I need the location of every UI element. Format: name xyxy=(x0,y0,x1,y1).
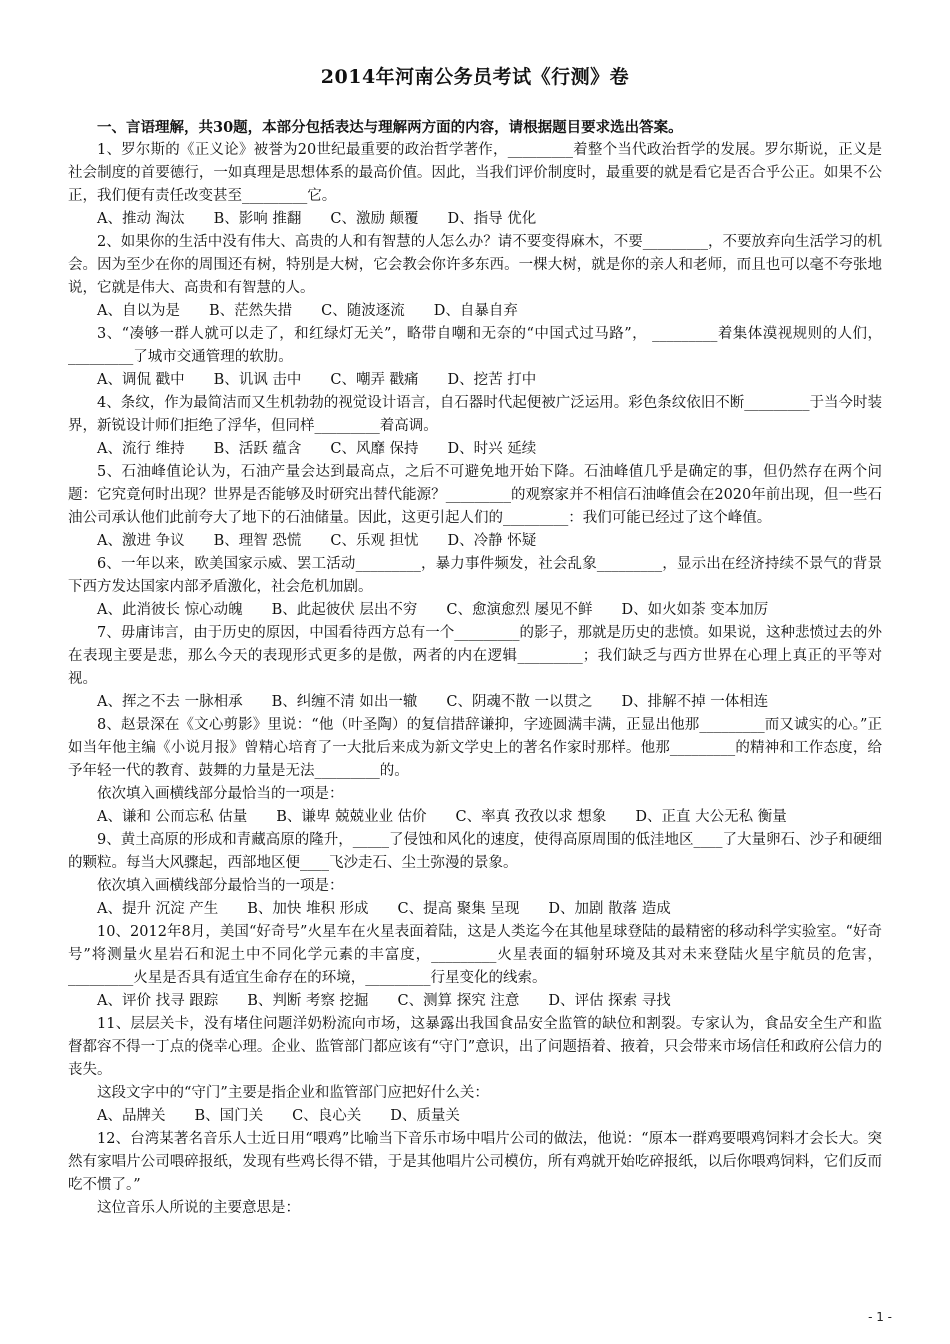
question-8-text: 8、赵景深在《文心剪影》里说：“他（叶圣陶）的复信措辞谦抑，字迹圆满丰满，正显出他那_________而又诚实的心。”正如当年他主编《小说月报》曾精心培育了一大批后来成为新文学史上的著名作家时那样。他那_________的精神和工作态度，给予年轻一代的教育、鼓舞的力量是无法_________的。 xyxy=(68,717,882,779)
question-7-text: 7、毋庸讳言，由于历史的原因，中国看待西方总有一个_________的影子，那就是历史的悲愤。如果说，这种悲愤过去的外在表现主要是悲，那么今天的表现形式更多的是傲，两者的内在逻辑_________；我们缺乏与西方世界在心理上真正的平等对视。 xyxy=(68,625,882,687)
question-8-prompt: 依次填入画横线部分最恰当的一项是： xyxy=(97,786,344,802)
question-6-text: 6、一年以来，欧美国家示威、罢工活动_________，暴力事件频发，社会乱象_________，显示出在经济持续不景气的背景下西方发达国家内部矛盾激化，社会危机加剧。 xyxy=(68,556,882,595)
question-5-options: A、激进 争议 B、理智 恐慌 C、乐观 担忧 D、冷静 怀疑 xyxy=(97,533,537,549)
question-10-options: A、评价 找寻 跟踪 B、判断 考察 挖掘 C、测算 探究 注意 D、评估 探索 寻找 xyxy=(97,993,671,1009)
question-9-text: 9、黄土高原的形成和青藏高原的隆升，_____了侵蚀和风化的速度，使得高原周围的低洼地区____了大量卵石、沙子和硬细的颗粒。每当大风骤起，西部地区便____飞沙走石、尘土弥漫的景象。 xyxy=(68,832,882,871)
question-7-options: A、挥之不去 一脉相承 B、纠缠不清 如出一辙 C、阴魂不散 一以贯之 D、排解不掉 一体相连 xyxy=(97,694,769,710)
document-title: 2014年河南公务员考试《行测》卷 xyxy=(320,66,630,88)
question-10-text: 10、2012年8月，美国“好奇号”火星车在火星表面着陆，这是人类迄今在其他星球登陆的最精密的移动科学实验室。“好奇号”将测量火星岩石和泥土中不同化学元素的丰富度，_________火星表面的辐射环境及其对未来登陆火星宇航员的危害，_________火星是否具有适宜生命存在的环境，_________行星变化的线索。 xyxy=(68,924,882,986)
question-1-text: 1、罗尔斯的《正义论》被誉为20世纪最重要的政治哲学著作，_________着整个当代政治哲学的发展。罗尔斯说，正义是社会制度的首要德行，一如真理是思想体系的最高价值。因此，当我们评价制度时，最重要的就是看它是否合乎公正。如果不公正，我们便有责任改变甚至_________它。 xyxy=(68,142,882,204)
question-12-prompt: 这位音乐人所说的主要意思是： xyxy=(97,1200,300,1216)
page-number: - 1 - xyxy=(868,1310,892,1324)
document-body xyxy=(68,116,882,1220)
question-2-text: 2、如果你的生活中没有伟大、高贵的人和有智慧的人怎么办？请不要变得麻木，不要_________，不要放弃向生活学习的机会。因为至少在你的周围还有树，特别是大树，它会教会你许多东西。一棵大树，就是你的亲人和老师，而且也可以毫不夸张地说，它就是伟大、高贵和有智慧的人。 xyxy=(68,234,882,296)
question-11-text: 11、层层关卡，没有堵住问题洋奶粉流向市场，这暴露出我国食品安全监管的缺位和割裂。专家认为，食品安全生产和监督都容不得一丁点的侥幸心理。企业、监管部门都应该有“守门”意识，出了问题捂着、掖着，只会带来市场信任和政府公信力的丧失。 xyxy=(68,1016,882,1078)
question-3-options: A、调侃 戳中 B、讥讽 击中 C、嘲弄 戳痛 D、挖苦 打中 xyxy=(97,372,537,388)
section-heading: 一、言语理解，共30题，本部分包括表达与理解两方面的内容，请根据题目要求选出答案。 xyxy=(97,119,683,136)
question-8-options: A、谦和 公而忘私 估量 B、谦卑 兢兢业业 估价 C、率真 孜孜以求 想象 D、正直 大公无私 衡量 xyxy=(97,809,787,825)
question-4-options: A、流行 维持 B、活跃 蕴含 C、风靡 保持 D、时兴 延续 xyxy=(97,441,537,457)
question-1-options: A、推动 淘汰 B、影响 推翻 C、激励 颠覆 D、指导 优化 xyxy=(97,211,537,227)
question-9-options: A、提升 沉淀 产生 B、加快 堆积 形成 C、提高 聚集 呈现 D、加剧 散落 造成 xyxy=(97,901,671,917)
question-2-options: A、自以为是 B、茫然失措 C、随波逐流 D、自暴自弃 xyxy=(97,303,518,319)
question-11-options: A、品牌关 B、国门关 C、良心关 D、质量关 xyxy=(97,1108,460,1124)
question-11-prompt: 这段文字中的“守门”主要是指企业和监管部门应把好什么关： xyxy=(97,1085,489,1101)
question-3-text: 3、“凑够一群人就可以走了，和红绿灯无关”，略带自嘲和无奈的“中国式过马路”， _________着集体漠视规则的人们，_________了城市交通管理的软肋。 xyxy=(68,326,882,365)
question-12-text: 12、台湾某著名音乐人士近日用“喂鸡”比喻当下音乐市场中唱片公司的做法，他说：“原本一群鸡要喂鸡饲料才会长大。突然有家唱片公司喂碎报纸，发现有些鸡长得不错，于是其他唱片公司模仿，所有鸡就开始吃碎报纸，以后你喂鸡饲料，它们反而吃不惯了。” xyxy=(68,1131,882,1193)
question-6-options: A、此消彼长 惊心动魄 B、此起彼伏 层出不穷 C、愈演愈烈 屡见不鲜 D、如火如荼 变本加厉 xyxy=(97,602,769,618)
question-5-text: 5、石油峰值论认为，石油产量会达到最高点，之后不可避免地开始下降。石油峰值几乎是确定的事，但仍然存在两个问题：它究竟何时出现？世界是否能够及时研究出替代能源？_________的观察家并不相信石油峰值会在2020年前出现，但一些石油公司承认他们此前夸大了地下的石油储量。因此，这更引起人们的_________：我们可能已经过了这个峰值。 xyxy=(68,464,882,526)
question-4-text: 4、条纹，作为最简洁而又生机勃勃的视觉设计语言，自石器时代起便被广泛运用。彩色条纹依旧不断_________于当今时装界，新锐设计师们拒绝了浮华，但同样_________着高调。 xyxy=(68,395,882,434)
question-9-prompt: 依次填入画横线部分最恰当的一项是： xyxy=(97,878,344,894)
